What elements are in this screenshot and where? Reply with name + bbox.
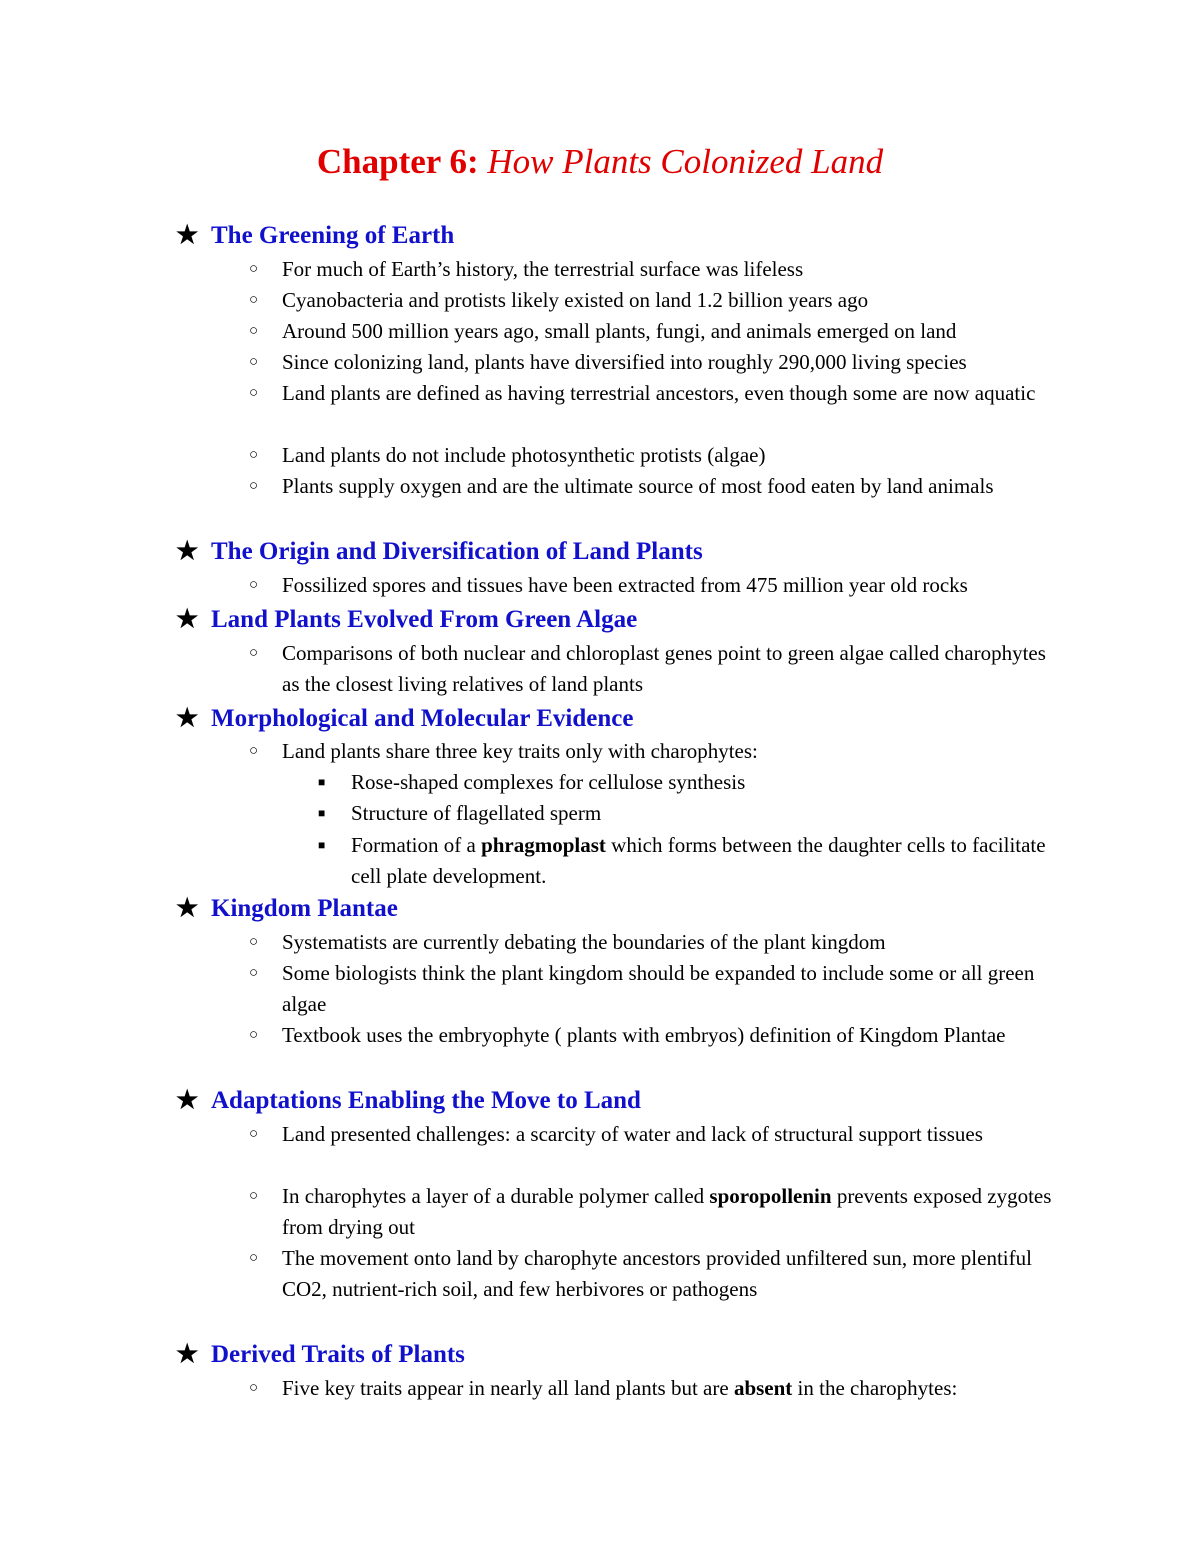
circle-bullet-icon: ○ — [249, 354, 259, 370]
text-run: in the charophytes: — [792, 1376, 958, 1400]
sub-list-item-text: Structure of flagellated sperm — [351, 801, 602, 825]
list-item — [249, 378, 1059, 409]
list-item-text: Some biologists think the plant kingdom should be expanded to include some or all green algae — [282, 961, 1035, 1016]
star-icon: ★ — [176, 1087, 199, 1114]
star-icon: ★ — [176, 895, 199, 922]
list-item-text — [282, 1181, 1059, 1243]
list-item — [249, 347, 1059, 378]
sub-list-item-text: Rose-shaped complexes for cellulose synthesis — [351, 770, 746, 794]
circle-bullet-icon: ○ — [249, 934, 259, 950]
list-item — [249, 316, 1059, 347]
list-item-text: Around 500 million years ago, small plants, fungi, and animals emerged on land — [282, 319, 957, 343]
circle-bullet-icon: ○ — [249, 1380, 259, 1396]
list-item-text: Systematists are currently debating the boundaries of the plant kingdom — [282, 930, 886, 954]
circle-bullet-icon: ○ — [249, 478, 259, 494]
list-item-text: Land plants share three key traits only with charophytes: — [282, 739, 758, 763]
star-icon: ★ — [176, 1341, 199, 1368]
text-run: which forms between the daughter cells to facilitate cell plate development. — [351, 833, 1046, 888]
circle-bullet-icon: ○ — [249, 577, 259, 593]
list-item-text: Plants supply oxygen and are the ultimate source of most food eaten by land animals — [282, 474, 994, 498]
list-item-text: Comparisons of both nuclear and chloroplast genes point to green algae called charophytes as the closest living relatives of land plants — [282, 641, 1046, 696]
star-icon: ★ — [176, 222, 199, 249]
section-heading-text: Derived Traits of Plants — [211, 1341, 465, 1368]
circle-bullet-icon: ○ — [249, 1027, 259, 1043]
list-item-text: Land plants do not include photosynthetic protists (algae) — [282, 443, 766, 467]
list-item — [249, 570, 1059, 601]
text-run: Formation of a — [351, 833, 482, 857]
list-item — [249, 638, 1059, 700]
circle-bullet-icon: ○ — [249, 965, 259, 981]
list-item — [249, 958, 1059, 1020]
text-run: Five key traits appear in nearly all land plants but are — [282, 1376, 734, 1400]
star-icon: ★ — [176, 606, 199, 633]
sub-list-item — [318, 767, 1058, 798]
section-heading — [176, 894, 398, 924]
sub-list-item — [318, 798, 1058, 829]
circle-bullet-icon: ○ — [249, 261, 259, 277]
square-bullet-icon: ■ — [318, 775, 326, 789]
bold-term: sporopollenin — [709, 1184, 832, 1208]
section-heading-text: Adaptations Enabling the Move to Land — [211, 1087, 641, 1114]
section-heading — [176, 605, 637, 635]
section-heading — [176, 537, 703, 567]
section-heading — [176, 704, 633, 734]
chapter-number: Chapter 6: — [316, 142, 479, 181]
circle-bullet-icon: ○ — [249, 1126, 259, 1142]
list-item-text: Fossilized spores and tissues have been extracted from 475 million year old rocks — [282, 573, 968, 597]
circle-bullet-icon: ○ — [249, 323, 259, 339]
star-icon: ★ — [176, 538, 199, 565]
list-item — [249, 1243, 1059, 1305]
sub-list-item — [318, 830, 1058, 892]
section-heading — [176, 1340, 465, 1370]
circle-bullet-icon: ○ — [249, 385, 259, 401]
list-item-text: Cyanobacteria and protists likely existed on land 1.2 billion years ago — [282, 288, 869, 312]
section-heading-text: Kingdom Plantae — [211, 895, 398, 922]
text-run: prevents exposed zygotes from drying out — [282, 1184, 1052, 1239]
list-item — [249, 471, 1059, 502]
list-item-text: The movement onto land by charophyte ancestors provided unfiltered sun, more plentiful CO2, nutrient-rich soil, and few herbivores or pathogens — [282, 1246, 1032, 1301]
chapter-name: How Plants Colonized Land — [487, 142, 884, 181]
circle-bullet-icon: ○ — [249, 447, 259, 463]
list-item — [249, 1020, 1059, 1051]
sub-list-item-text — [351, 830, 1058, 892]
list-item-text: Since colonizing land, plants have diversified into roughly 290,000 living species — [282, 350, 967, 374]
section-heading-text: The Origin and Diversification of Land Plants — [211, 538, 703, 565]
circle-bullet-icon: ○ — [249, 1188, 259, 1204]
list-item-text — [282, 1373, 1059, 1404]
circle-bullet-icon: ○ — [249, 743, 259, 759]
section-heading-text: Morphological and Molecular Evidence — [211, 705, 634, 732]
section-heading — [176, 221, 454, 251]
list-item — [249, 736, 1059, 767]
page-title — [0, 142, 1200, 182]
bold-term: phragmoplast — [481, 833, 606, 857]
list-item — [249, 1119, 1059, 1150]
list-item — [249, 285, 1059, 316]
square-bullet-icon: ■ — [318, 838, 326, 852]
star-icon: ★ — [176, 705, 199, 732]
section-heading — [176, 1086, 641, 1116]
list-item — [249, 1373, 1059, 1404]
square-bullet-icon: ■ — [318, 806, 326, 820]
list-item-text: Textbook uses the embryophyte ( plants with embryos) definition of Kingdom Plantae — [282, 1023, 1006, 1047]
list-item — [249, 440, 1059, 471]
list-item-text: Land presented challenges: a scarcity of water and lack of structural support tissues — [282, 1122, 983, 1146]
list-item — [249, 927, 1059, 958]
circle-bullet-icon: ○ — [249, 1250, 259, 1266]
list-item-text: Land plants are defined as having terrestrial ancestors, even though some are now aquatic — [282, 381, 1036, 405]
bold-term: absent — [733, 1376, 793, 1400]
section-heading-text: Land Plants Evolved From Green Algae — [211, 606, 638, 633]
text-run: In charophytes a layer of a durable polymer called — [282, 1184, 710, 1208]
section-heading-text: The Greening of Earth — [211, 222, 455, 249]
circle-bullet-icon: ○ — [249, 645, 259, 661]
list-item — [249, 254, 1059, 285]
circle-bullet-icon: ○ — [249, 292, 259, 308]
list-item — [249, 1181, 1059, 1243]
list-item-text: For much of Earth’s history, the terrestrial surface was lifeless — [282, 257, 804, 281]
